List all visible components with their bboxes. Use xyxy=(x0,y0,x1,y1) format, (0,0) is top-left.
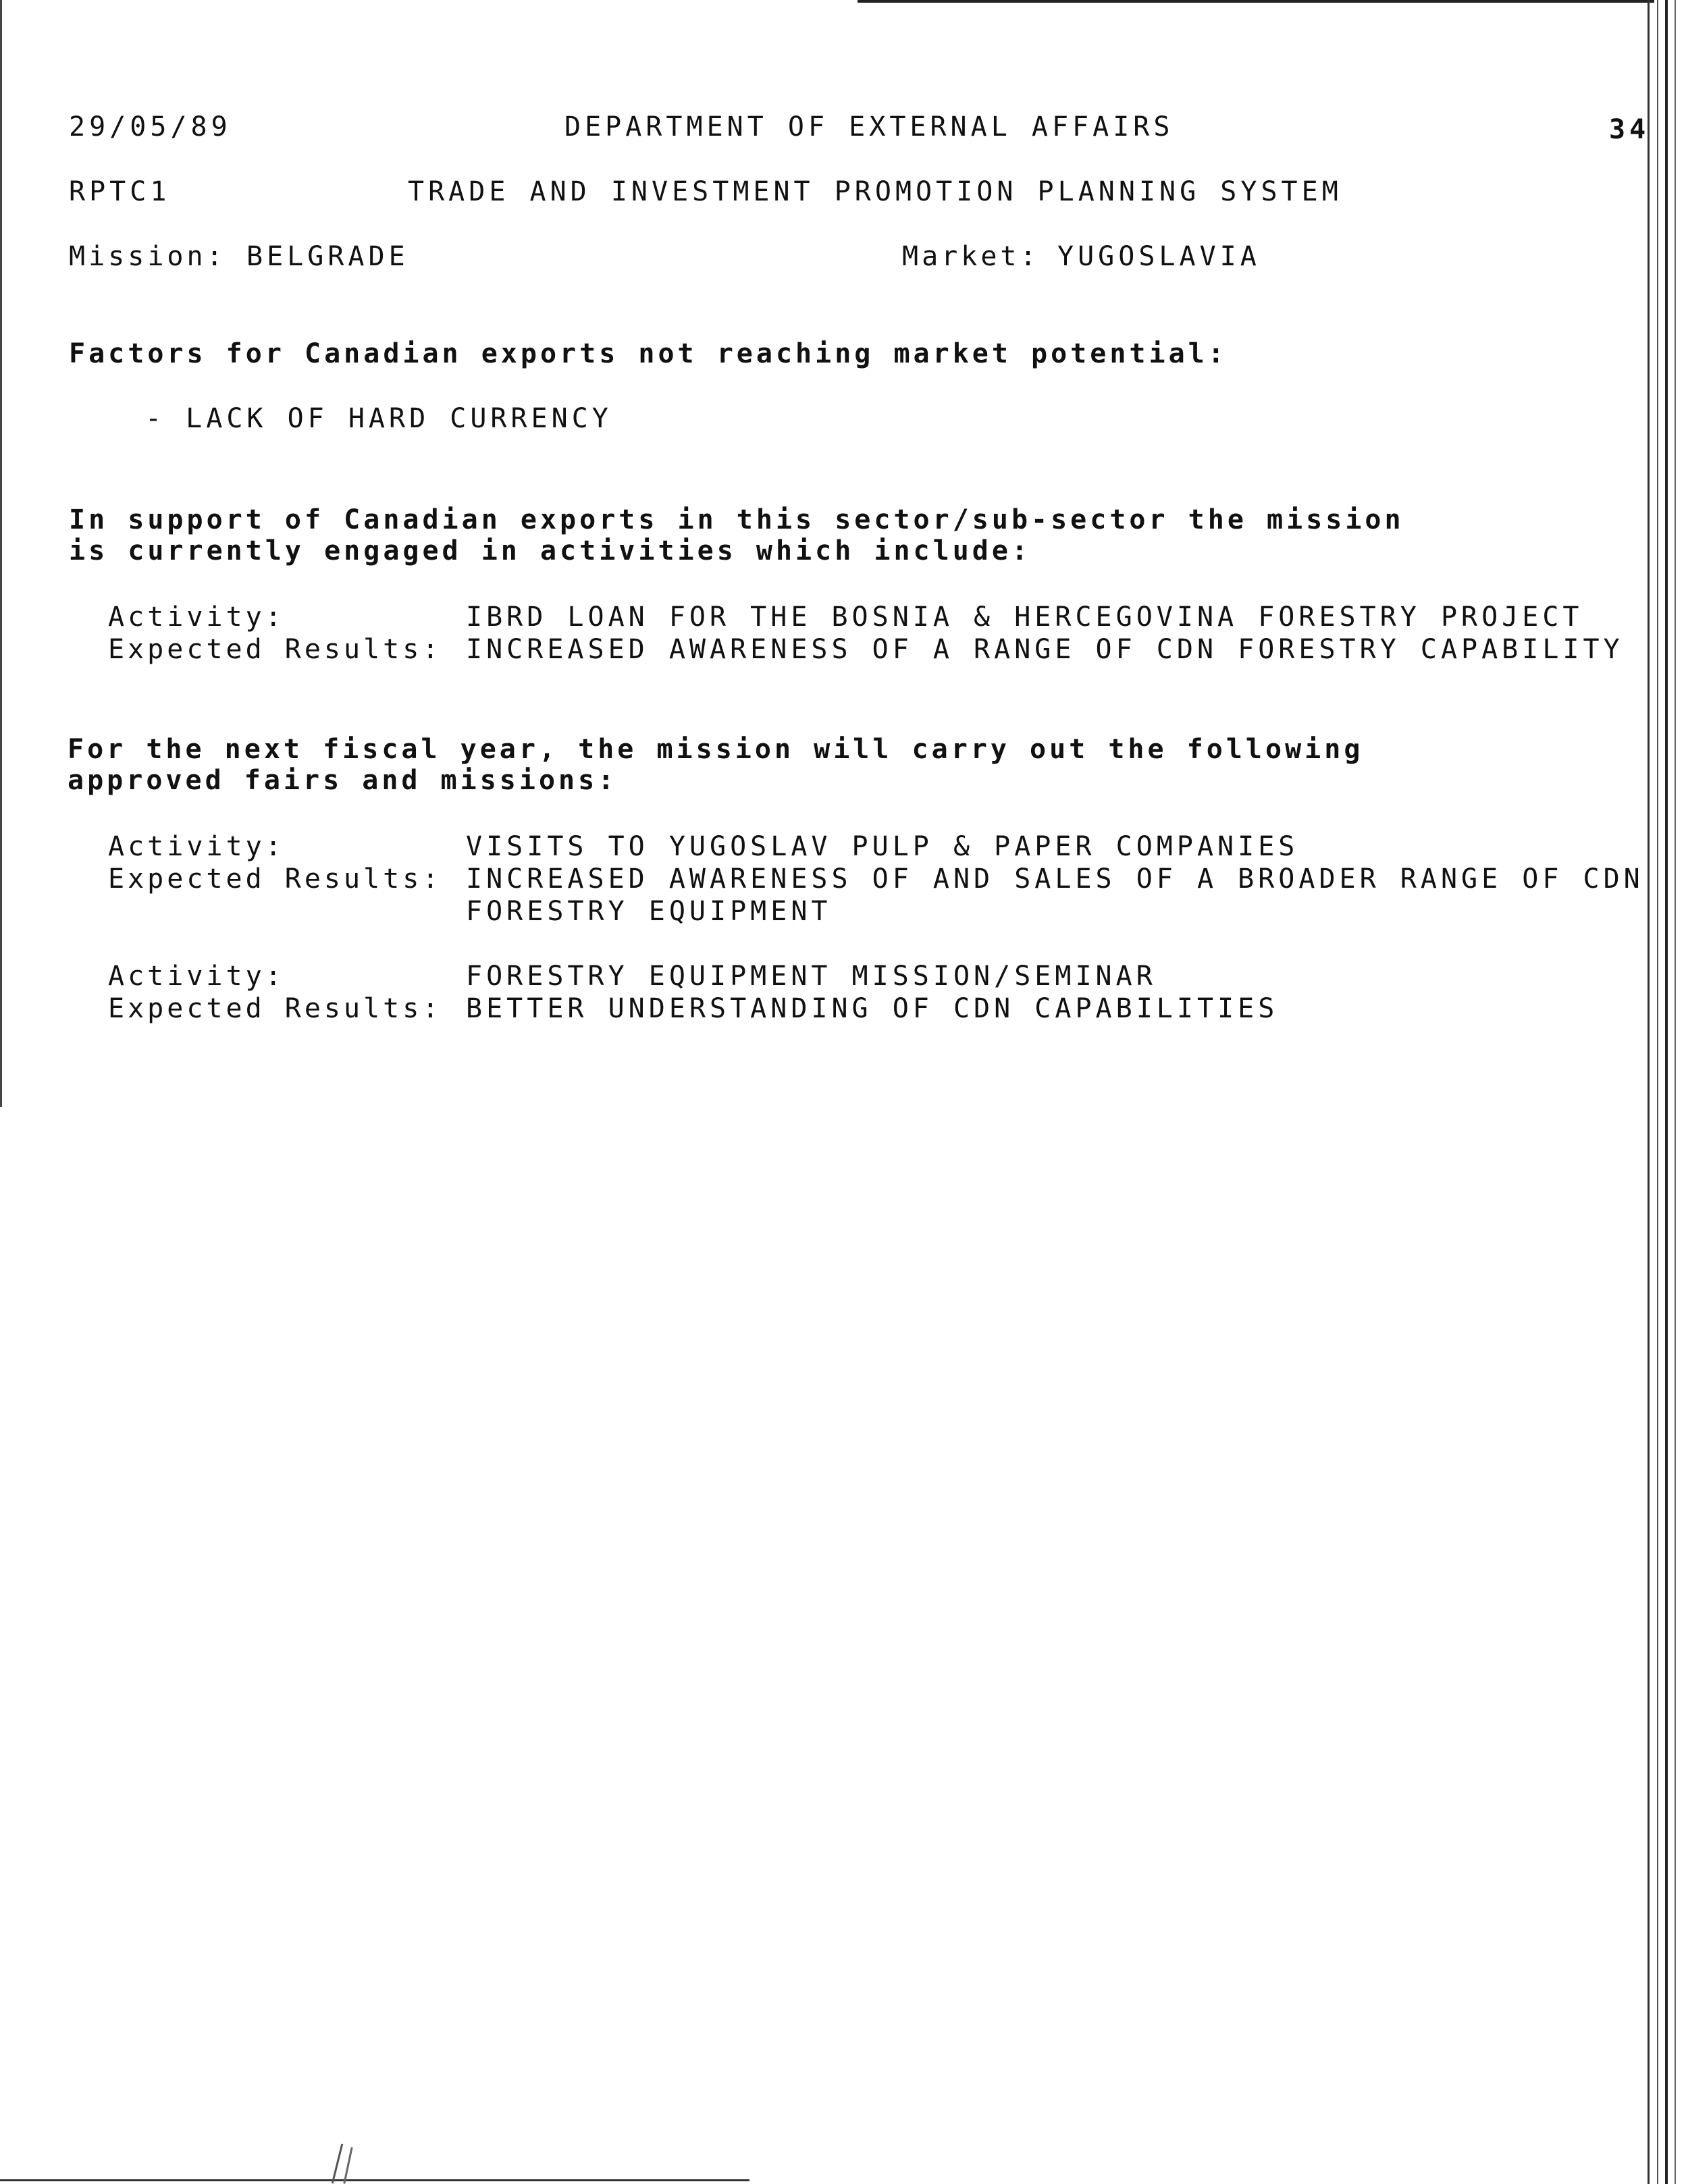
expected-results-value: INCREASED AWARENESS OF AND SALES OF A BROADER RANGE OF CDN xyxy=(466,863,1644,895)
scan-edge-right xyxy=(1657,0,1658,2184)
scan-edge-left xyxy=(0,0,2,1107)
scan-edge-right xyxy=(1675,0,1676,2184)
system-title: TRADE AND INVESTMENT PROMOTION PLANNING SYSTEM xyxy=(408,176,1342,207)
activity-value: VISITS TO YUGOSLAV PULP & PAPER COMPANIES xyxy=(466,831,1299,862)
expected-results-label: Expected Results: xyxy=(108,993,442,1024)
page-number: 34 xyxy=(1609,114,1650,145)
activity-value: FORESTRY EQUIPMENT MISSION/SEMINAR xyxy=(466,961,1157,992)
scan-edge-right xyxy=(1648,0,1650,2184)
report-date: 29/05/89 xyxy=(69,111,232,142)
factor-item: - LACK OF HARD CURRENCY xyxy=(145,403,612,434)
activity-value: IBRD LOAN FOR THE BOSNIA & HERCEGOVINA FORESTRY PROJECT xyxy=(466,602,1583,633)
expected-results-label: Expected Results: xyxy=(108,863,442,895)
expected-results-value: INCREASED AWARENESS OF A RANGE OF CDN FORESTRY CAPABILITY xyxy=(466,634,1624,665)
market-label: Market: xyxy=(902,241,1040,272)
market-value: YUGOSLAVIA xyxy=(1057,241,1261,272)
pen-stroke-mark xyxy=(343,2147,352,2183)
activity-label: Activity: xyxy=(108,961,285,992)
scan-edge-top xyxy=(858,0,1654,3)
activity-label: Activity: xyxy=(108,831,285,862)
mission-value: BELGRADE xyxy=(246,241,409,272)
department-title: DEPARTMENT OF EXTERNAL AFFAIRS xyxy=(564,111,1174,142)
factors-heading: Factors for Canadian exports not reaching market potential: xyxy=(69,338,1228,369)
support-intro-line: In support of Canadian exports in this sector/sub-sector the mission xyxy=(69,504,1404,535)
report-code: RPTC1 xyxy=(69,176,171,207)
expected-results-value: FORESTRY EQUIPMENT xyxy=(466,896,832,927)
support-intro-line: is currently engaged in activities which include: xyxy=(69,535,1032,566)
next-year-intro-line: approved fairs and missions: xyxy=(68,765,618,796)
activity-label: Activity: xyxy=(108,602,285,633)
next-year-intro-line: For the next fiscal year, the mission will carry out the following xyxy=(68,734,1364,765)
expected-results-label: Expected Results: xyxy=(108,634,442,665)
mission-label: Mission: xyxy=(69,241,226,272)
scan-edge-bottom xyxy=(0,2179,749,2181)
expected-results-value: BETTER UNDERSTANDING OF CDN CAPABILITIES xyxy=(466,993,1279,1024)
pen-stroke-mark xyxy=(332,2144,343,2184)
scan-edge-right xyxy=(1665,0,1668,2184)
